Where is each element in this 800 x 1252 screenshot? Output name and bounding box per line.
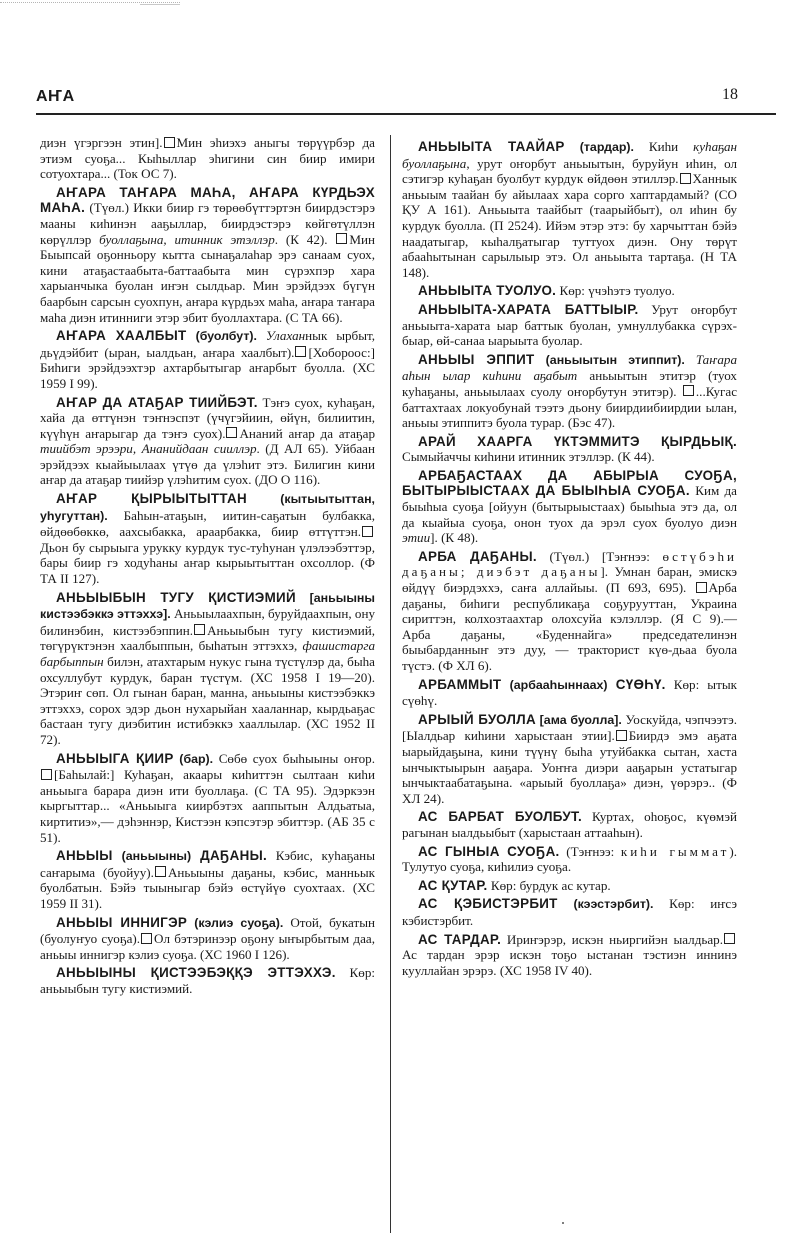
variant-note: (кытыытыттан, уһугуттан). bbox=[40, 492, 375, 523]
definition-text: Көр: бурдук ас кутар. bbox=[487, 877, 611, 893]
definition-text: Мин эһиэхэ аныгы төрүүрбэр да этиэм суоҕа... Кыһыллар эһигини син биир имири сотуохтара... (Ток ОС 7). bbox=[40, 135, 375, 182]
definition-text: Аньыыбын тугу кистиэмий, төгүрүктэнэн хаалбыппын, быһатын эттэххэ, bbox=[40, 622, 375, 654]
definition-text: ]. Умнан баран, эмискэ өйдүү биэрдэххэ, саҥа аллайыы. (П 693, 695). bbox=[402, 564, 737, 596]
header-rule bbox=[486, 113, 776, 115]
headword: АС БАРБАТ БУОЛБУТ. bbox=[418, 809, 583, 825]
italic-text: куһаҕан буоллаҕына bbox=[402, 139, 738, 171]
entry-continuation bbox=[40, 135, 375, 182]
definition-text: . (К 42). bbox=[274, 231, 336, 247]
spaced-text: өстүбэһи даҕаны; диэбэт даҕаны bbox=[402, 548, 737, 580]
dictionary-entry bbox=[402, 283, 737, 299]
right-column bbox=[402, 139, 737, 981]
definition-text: ). Тулутуо суоҕа, киһилиэ суоҕа. bbox=[402, 843, 737, 875]
definition-text: Көр: ытык сүөһү. bbox=[402, 676, 737, 709]
headword: АС ТАРДАР. bbox=[418, 931, 502, 947]
example-marker-icon bbox=[155, 866, 166, 877]
definition-text: Мин Быыпсай оҕонньору кытта сынаҕалаһар эрэ санаам суох, кини атаҕастаабыта-баттаабыта мин сүрэхпэр хара харыанчыка буолан иҥэн сылдьар. Мин эрэйдээх бүгүн баарбын сарсын суохпун, аҥара күрдьэх маһа, аҥара таҥара маһа диэн итинниги этэр эбит буоллахтара. (С ТА 66). bbox=[40, 231, 375, 325]
variant-note: (тардар). bbox=[564, 140, 634, 154]
example-marker-icon bbox=[164, 137, 175, 148]
definition-text: [Хобороос:] Биһиги эрэйдээхтэр ахтарбытыгар аҥарбыт буолла. (ХС 1959 I 99). bbox=[40, 344, 375, 391]
variant-note: (аньыыны) bbox=[112, 849, 201, 864]
definition-text: Ас тардан эрэр искэн тоҕо ыстанан тэстиэн иннинэ кууллайан эрэрэ. (ХС 1958 IV 40). bbox=[402, 947, 737, 978]
example-marker-icon bbox=[226, 427, 237, 438]
variant-note: [аньыыны кистээбэккэ эттэххэ]. bbox=[40, 590, 375, 622]
definition-text: Көр: аньыыбын тугу кистиэмий. bbox=[40, 965, 375, 996]
variant-note: (кэлиэ суоҕа). bbox=[187, 915, 284, 930]
definition-text: Ириҥэрэр, искэн ньиргийэн ыалдьар. bbox=[501, 931, 723, 947]
definition-text: Куртах, оһоҕос, күөмэй рагынан ыалдьыбыт (харыстаан аттааһын). bbox=[402, 809, 737, 840]
definition-text: (Түөл.) [Тэҥнээ: bbox=[536, 548, 663, 564]
headword: ДАҔАНЫ. bbox=[200, 848, 267, 864]
definition-text: Аньыылаахпын, буруйдаахпын, ону билинэбин, кистээбэппин. bbox=[40, 606, 375, 638]
italic-text: Улахан bbox=[256, 328, 306, 344]
scan-artifact bbox=[140, 4, 180, 5]
headword: АНЬЫЫГА ҚИИР bbox=[56, 750, 174, 766]
definition-text: [Баһылай:] Куһаҕан, акаары киһиттэн сылтаан киһи аньыыга барара диэн ити буоллаҕа. (С ТА 95). Эдэркээн кыргыттар... «Аньыыга киирбэтэх ааппытын Алдьатыа, киртитиэ»,— дэһэннэр, Кистээн кэпсэтэр эбиттэр. (АБ 35 с 51). bbox=[40, 767, 375, 845]
definition-text: Кэбис, куһаҕаны саҥарыма (буойуу). bbox=[40, 848, 375, 880]
definition-text: (Тэҥнээ: bbox=[559, 843, 621, 859]
definition-text: ]. (К 48). bbox=[430, 530, 479, 546]
headword: АС ҚУТАР. bbox=[418, 877, 488, 893]
dictionary-entry bbox=[402, 139, 737, 280]
dictionary-entry bbox=[40, 965, 375, 996]
dictionary-entry bbox=[40, 328, 375, 391]
dictionary-entry bbox=[402, 844, 737, 875]
headword: АРБА ДАҔАНЫ. bbox=[418, 548, 537, 564]
dictionary-entry bbox=[40, 395, 375, 489]
italic-text: Таҥара аһын ылар киһини аҕабыт bbox=[402, 351, 737, 384]
dictionary-entry bbox=[40, 848, 375, 911]
header-rule bbox=[36, 113, 486, 115]
dictionary-entry bbox=[402, 809, 737, 840]
column-divider bbox=[390, 135, 391, 1233]
italic-text: этии bbox=[402, 530, 431, 546]
variant-note: (кээстэрбит). bbox=[557, 897, 654, 912]
example-marker-icon bbox=[696, 582, 707, 593]
definition-text: Дьон бу сырыыга урукку курдук тус-туһунан үлэлээбэттэр, бары биир гэ ходуһаны аҥар кырыытыттан охсоллор. (Ф ТА II 127). bbox=[40, 539, 375, 587]
dictionary-entry bbox=[40, 590, 375, 748]
headword: АРАЙ ХААРГА ҮКТЭММИТЭ ҚЫРДЬЫҚ. bbox=[418, 433, 737, 449]
example-marker-icon bbox=[41, 769, 52, 780]
dictionary-entry bbox=[40, 491, 375, 587]
definition-text: Ананий аҥар да атаҕар bbox=[239, 425, 375, 441]
variant-note: [ама буолла]. bbox=[535, 712, 622, 727]
example-marker-icon bbox=[194, 624, 205, 635]
scan-speck bbox=[562, 1222, 564, 1224]
dictionary-entry bbox=[402, 932, 737, 979]
definition-text: Ханнык аньыым таайан бу айылаах хара сорго хаптардамый? (СО ҚУ А 161). Аньыыта таайбыт (таарыйбыт), ол иһин бу курдук буолла. (П 2524). Ийэм этэр этэ: бу харчыттан бэйэ наадатыгар, кыһалҕатыгар туттуох диэн. Ону төрүт абааһытынан сарылыыр этэ. Ол аньыыта тартаҕа. (Н ТА 148). bbox=[402, 171, 737, 280]
headword: АНЬЫЫ ИННИГЭР bbox=[56, 914, 188, 930]
left-column bbox=[40, 135, 375, 999]
dictionary-entry bbox=[402, 468, 737, 546]
example-marker-icon bbox=[362, 526, 373, 537]
definition-text: Биирдэ эмэ аҕата ыарыйдаҕына, кини түүнү быһа утуйбакка сытан, хаста ынчыктыырын ааҕара. Уоҥҥа диэри ааҕарын устатыгар ынчыктаабатаҕына. «арыый буоллаҕа» диэн, үөрэрэ.. (Ф ХЛ 24). bbox=[402, 728, 737, 806]
headword: АС ҚЭБИСТЭРБИТ bbox=[418, 896, 558, 912]
dictionary-entry bbox=[40, 751, 375, 846]
example-marker-icon bbox=[336, 233, 347, 244]
definition-text: диэн үгэргээн этин]. bbox=[40, 135, 163, 150]
headword: АНЬЫЫТА-ХАРАТА БАТТЫЫР. bbox=[418, 301, 639, 317]
italic-text: тиийбэт эрээри, Ананийдаан сииллэр bbox=[40, 441, 257, 457]
dictionary-entry bbox=[402, 302, 737, 349]
definition-text: Тэҥэ суох, куһаҕан, хайа да өттүнэн тэҥнэспэт (үчүгэйиин, өйүн, билиитин, күүһүн аҥарыгар да тэҥэ суох). bbox=[40, 394, 375, 441]
dictionary-entry bbox=[402, 434, 737, 465]
definition-text: Арба даҕаны, биһиги республикаҕа соҕурууттан, Украина сириттэн, колхозтаахтар олохсуйа кэлэллэр. (Я С 9).— Арба даҕаны, «Буденнайга» председателинэн быыбарданныҥ этэ дуу, — тракторист күө-дьаа буола түстэ. (Ф ХЛ 6). bbox=[402, 580, 737, 673]
headword: СҮӨҺҮ. bbox=[615, 676, 666, 692]
variant-note: (буолбут). bbox=[186, 329, 257, 344]
dictionary-entry bbox=[402, 878, 737, 894]
headword: АРЫЫЙ БУОЛЛА bbox=[418, 711, 536, 727]
definition-text: Киһи bbox=[633, 139, 694, 154]
definition-text: Көр: иҥсэ кэбистэрбит. bbox=[402, 896, 737, 928]
definition-text: Уоскуйда, чэпчээтэ. [Ыалдьар киһини харыстаан этии]. bbox=[402, 711, 737, 744]
dictionary-entry bbox=[402, 677, 737, 709]
definition-text: Көр: үчэһэтэ туолуо. bbox=[556, 283, 675, 299]
italic-text: буоллаҕына, итинник этэллэр bbox=[99, 231, 275, 247]
headword: АНЬЫЫБЫН ТУГУ ҚИСТИЭМИЙ bbox=[56, 589, 296, 605]
definition-text: Урут оҥорбут аньыыта-харата ыар баттык буолан, умнуллубакка сүрэх-быар, өй-санаа ыарыыта буолар. bbox=[402, 301, 737, 349]
definition-text bbox=[685, 352, 696, 367]
headword: АНЬЫЫТА ТААЙАР bbox=[418, 139, 565, 154]
headword: АНЬЫЫТА ТУОЛУО. bbox=[418, 283, 557, 299]
definition-text: . (Д АЛ 65). Уйбаан эрэйдээх кыайыылаах үтүө да үлэһит этэ. Билигин кини аҥар да атаҕар тиийэр үлэһитим суох. (ДО О 116). bbox=[40, 441, 375, 488]
headword: АНЬЫЫ bbox=[56, 848, 113, 864]
definition-text: (Түөл.) Икки биир гэ төрөөбүттэртэн бииpдэстэрэ мааны киһинэн ааҕыллар, биирдэстэрэ көйгөтүллэн көрүллэр bbox=[40, 200, 375, 247]
definition-text: Отой, букатын (буолуҥуо суоҕа). bbox=[40, 914, 375, 947]
headword: АНЬЫЫНЫ ҚИСТЭЭБЭҚҚЭ ЭТТЭХХЭ. bbox=[56, 965, 336, 981]
definition-text: аньыытын этитэр (туох куһаҕаны, аньыылаах суолу оҥорбутун этитэр). bbox=[402, 368, 737, 399]
headword: АҤАР ҚЫРЫЫТЫТТАН bbox=[56, 491, 247, 507]
example-marker-icon bbox=[616, 730, 627, 741]
page-header bbox=[36, 88, 786, 118]
dictionary-entry bbox=[402, 896, 737, 928]
variant-note: (арбааһыннаах) bbox=[501, 677, 616, 692]
headword: АҤАРА ТАҤАРА МАҺА, АҤАРА КҮРДЬЭХ МАҺА. bbox=[40, 184, 375, 216]
definition-text: Сымыйаччы киһини итинник этэллэр. (К 44). bbox=[402, 449, 655, 465]
definition-text: ...Кугас баттахтаах локуобунай тээтэ дьону биирдиибиирдии ылан, аньыы этиппитэ буола турар. (Бэс 47). bbox=[402, 383, 737, 431]
headword: АНЬЫЫ ЭППИТ bbox=[418, 351, 535, 367]
dictionary-columns bbox=[40, 135, 780, 1245]
headword: АҤАР ДА АТАҔАР ТИИЙБЭТ. bbox=[56, 394, 258, 410]
definition-text: Ким да быыһыа суоҕа [ойуун (бытырыыстаах) быыһыа этэ да, ол да кыайыа суоҕа, онон туох да эрэл суох буолуо диэн bbox=[402, 483, 737, 530]
dictionary-entry bbox=[402, 549, 737, 674]
definition-text: Ол бэтэринээр оҕону ыҥырбытым даа, аньыы иннигэр кэлиэ суоҕа. (ХС 1960 I 126). bbox=[40, 931, 375, 962]
page-number: 18 bbox=[722, 86, 738, 103]
dictionary-entry bbox=[40, 185, 375, 325]
definition-text: Сөбө суох быһыыны оҥор. bbox=[213, 750, 375, 766]
italic-text: фашистарга барбыппын bbox=[40, 638, 375, 669]
definition-text: Баһын-атаҕын, иитин-саҕатын булбакка, өйдөөбөккө, аахсыбакка, араарбакка, биир өттүттэн. bbox=[40, 507, 375, 540]
definition-text: , урут оҥорбут аньыытын, буруйун иһин, ол сэтигэр куһаҕан буолбут курдук өйдөөн этиллэр. bbox=[402, 155, 737, 187]
example-marker-icon bbox=[680, 173, 691, 184]
example-marker-icon bbox=[683, 385, 694, 396]
dictionary-entry bbox=[402, 352, 737, 431]
example-marker-icon bbox=[141, 933, 152, 944]
definition-text: билэн, атахтарым нукус гына түстүлэр да, быһа охсуллубут курдук, баран түстүм. (ХС 1958 I 19—20). Этэриҥ сөп. Ол гынан баран, манна, аньыыны кистээбэккэ эттэххэ, сорох эдэр дьон нухарыйан хааланнар, кырдьаҕас бастаан тугу диэбитин истибэккэ хааллылар. (ХС 1952 II 72). bbox=[40, 654, 375, 747]
headword: АРБАҔАСТААХ ДА АБЫРЫА СУОҔА, БЫТЫРЫЫСТААХ ДА БЫЫҺЫА СУОҔА. bbox=[402, 467, 737, 499]
variant-note: (бар). bbox=[173, 751, 214, 766]
spaced-text: киһи гыммат bbox=[620, 843, 730, 859]
example-marker-icon bbox=[724, 933, 735, 944]
dictionary-entry bbox=[40, 915, 375, 963]
dictionary-entry bbox=[402, 712, 737, 807]
headword: АС ГЫНЫА СУОҔА. bbox=[418, 843, 560, 859]
definition-text: Аньыыны даҕаны, кэбис, манньык буолбатын. Бэйэ тыыныгар бэйэ өстүйүө суохтаах. (ХС 1959 II 31). bbox=[40, 864, 375, 911]
headword: АРБАММЫТ bbox=[418, 676, 502, 692]
headword: АҤАРА ХААЛБЫТ bbox=[56, 328, 187, 344]
running-head: АҤА bbox=[36, 88, 75, 105]
variant-note: (аньыытын этиппит). bbox=[534, 352, 685, 367]
example-marker-icon bbox=[295, 346, 306, 357]
definition-text: нык ырбыт, дьүдэйбит (ыран, ыалдьан, аҥара хаалбыт). bbox=[40, 328, 376, 360]
